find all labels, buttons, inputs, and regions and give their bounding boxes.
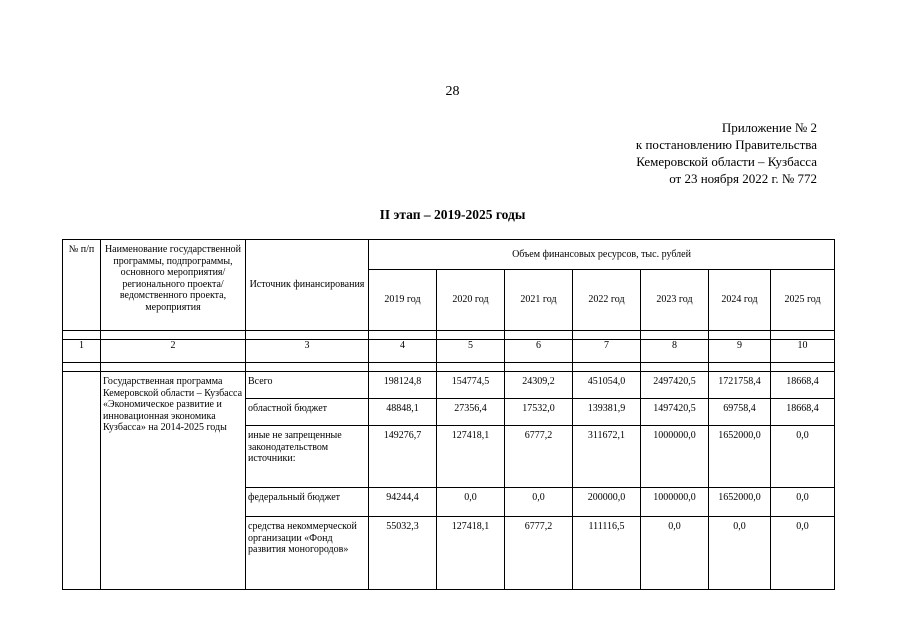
column-number: 10 (771, 340, 835, 363)
header-year: 2019 год (369, 270, 437, 331)
value-cell: 18668,4 (771, 372, 835, 399)
column-number: 5 (437, 340, 505, 363)
value-cell: 6777,2 (505, 517, 573, 590)
value-cell: 94244,4 (369, 488, 437, 517)
value-cell: 127418,1 (437, 426, 505, 488)
value-cell: 451054,0 (573, 372, 641, 399)
appendix-line: от 23 ноября 2022 г. № 772 (669, 171, 817, 186)
column-number: 8 (641, 340, 709, 363)
value-cell: 0,0 (771, 517, 835, 590)
header-name: Наименование государственной программы, подпрограммы, основного мероприятия/регионального проекта/ведомственного проекта, мероприятия (101, 240, 246, 331)
value-cell: 0,0 (771, 488, 835, 517)
value-cell: 55032,3 (369, 517, 437, 590)
value-cell: 0,0 (437, 488, 505, 517)
value-cell: 111116,5 (573, 517, 641, 590)
value-cell: 1000000,0 (641, 426, 709, 488)
value-cell: 1721758,4 (709, 372, 771, 399)
stage-title: II этап – 2019-2025 годы (379, 207, 526, 222)
value-cell: 198124,8 (369, 372, 437, 399)
column-number: 6 (505, 340, 573, 363)
value-cell: 1000000,0 (641, 488, 709, 517)
column-number: 3 (246, 340, 369, 363)
table-row (63, 372, 835, 399)
value-cell: 2497420,5 (641, 372, 709, 399)
header-source: Источник финансирования (246, 240, 369, 331)
value-cell: 6777,2 (505, 426, 573, 488)
value-cell: 27356,4 (437, 399, 505, 426)
header-year: 2024 год (709, 270, 771, 331)
source-cell: средства некоммерческой организации «Фонд развития моногородов» (246, 517, 369, 590)
column-number: 4 (369, 340, 437, 363)
source-cell: иные не запрещенные законодательством источники: (246, 426, 369, 488)
value-cell: 0,0 (505, 488, 573, 517)
value-cell: 48848,1 (369, 399, 437, 426)
appendix-line: к постановлению Правительства (635, 137, 817, 152)
value-cell: 139381,9 (573, 399, 641, 426)
value-cell: 200000,0 (573, 488, 641, 517)
column-number: 2 (101, 340, 246, 363)
value-cell: 1497420,5 (641, 399, 709, 426)
value-cell: 17532,0 (505, 399, 573, 426)
column-number: 7 (573, 340, 641, 363)
appendix-line: Кемеровской области – Кузбасса (636, 154, 817, 169)
value-cell: 24309,2 (505, 372, 573, 399)
column-number: 9 (709, 340, 771, 363)
value-cell: 311672,1 (573, 426, 641, 488)
header-row (63, 240, 835, 270)
gap-row (63, 331, 835, 340)
header-year: 2025 год (771, 270, 835, 331)
program-name: Государственная программа Кемеровской области – Кузбасса «Экономическое развитие и инновационная экономика Кузбасса» на 2014-2025 годы (101, 372, 246, 590)
value-cell: 18668,4 (771, 399, 835, 426)
source-cell: федеральный бюджет (246, 488, 369, 517)
financing-table (62, 239, 835, 590)
header-year: 2021 год (505, 270, 573, 331)
value-cell: 69758,4 (709, 399, 771, 426)
column-number-row (63, 340, 835, 363)
row-number-cell (63, 372, 101, 590)
appendix-line: Приложение № 2 (721, 120, 817, 135)
source-cell: Всего (246, 372, 369, 399)
value-cell: 0,0 (641, 517, 709, 590)
value-cell: 1652000,0 (709, 488, 771, 517)
value-cell: 0,0 (771, 426, 835, 488)
page-number: 28 (445, 84, 460, 99)
value-cell: 0,0 (709, 517, 771, 590)
value-cell: 154774,5 (437, 372, 505, 399)
header-year: 2020 год (437, 270, 505, 331)
header-volume: Объем финансовых ресурсов, тыс. рублей (369, 240, 835, 270)
column-number: 1 (63, 340, 101, 363)
value-cell: 1652000,0 (709, 426, 771, 488)
source-cell: областной бюджет (246, 399, 369, 426)
value-cell: 127418,1 (437, 517, 505, 590)
header-num: № п/п (63, 240, 101, 331)
value-cell: 149276,7 (369, 426, 437, 488)
gap-row (63, 363, 835, 372)
header-year: 2022 год (573, 270, 641, 331)
header-year: 2023 год (641, 270, 709, 331)
appendix-block (636, 119, 817, 187)
